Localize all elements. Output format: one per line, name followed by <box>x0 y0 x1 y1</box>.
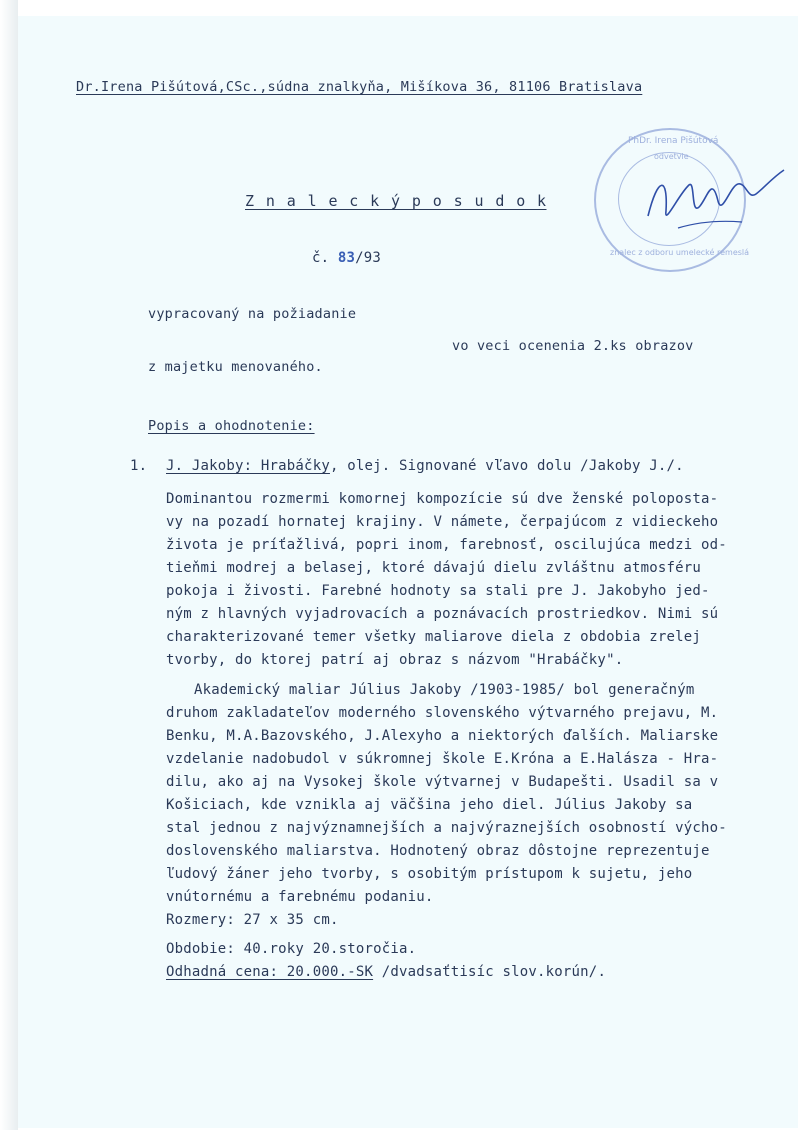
item-title-line <box>166 458 684 474</box>
document-number <box>312 250 381 266</box>
stamp-name: PhDr. Irena Pišútová <box>628 136 719 146</box>
letterhead: Dr.Irena Pišútová,CSc.,súdna znalkyňa, Mišíkova 36, 81106 Bratislava <box>76 79 643 95</box>
p1-line: Dominantou rozmermi komornej kompozície sú dve ženské poloposta- <box>166 491 719 507</box>
p2-line: vnútornému a farebnému podaniu. <box>166 889 434 905</box>
dimensions: Rozmery: 27 x 35 cm. <box>166 912 339 928</box>
p2-line: stal jednou z najvýznamnejších a najvýraznejších osobností výcho- <box>166 820 727 836</box>
section-heading: Popis a ohodnotenie: <box>148 418 315 434</box>
number-suffix: /93 <box>355 250 382 266</box>
number-prefix: č. <box>312 250 330 266</box>
p1-line: života je príťažlivá, popri inom, farebnosť, oscilujúca medzi od- <box>166 537 727 553</box>
p1-line: charakterizované temer všetky maliarove diela z obdobia zrelej <box>166 629 701 645</box>
p2-line: ľudový žáner jeho tvorby, s osobitým prístupom k sujetu, jeho <box>166 866 693 882</box>
subject-line: vo veci ocenenia 2.ks obrazov <box>452 338 694 354</box>
p2-line: dilu, ako aj na Vysokej škole výtvarnej v Budapešti. Usadil sa v <box>166 774 719 790</box>
period: Obdobie: 40.roky 20.storočia. <box>166 941 417 957</box>
prepared-line: vypracovaný na požiadanie <box>148 306 357 322</box>
p1-line: tieňmi modrej a belasej, ktoré dávajú dielu zvláštnu atmosféru <box>166 560 701 576</box>
price-words: /dvadsaťtisíc slov.korún/. <box>373 964 607 980</box>
p1-line: pokoja i živosti. Farebné hodnoty sa stali pre J. Jakobyho jed- <box>166 583 710 599</box>
p1-line: vy na pozadí hornatej krajiny. V námete, čerpajúcom z vidieckeho <box>166 514 719 530</box>
price-label: Odhadná cena: 20.000.-SK <box>166 964 374 980</box>
p2-first-line: Akademický maliar Július Jakoby /1903-1985/ bol generačným <box>194 682 695 698</box>
number-handwritten: 83 <box>337 250 356 266</box>
p2-line: Benku, M.A.Bazovského, J.Alexyho a niektorých ďalších. Maliarske <box>166 728 719 744</box>
p1-line: tvorby, do ktorej patrí aj obraz s názvom "Hrabáčky". <box>166 652 624 668</box>
stamp-field: znalec z odboru umelecké remeslá <box>610 248 750 257</box>
p2-line: druhom zakladateľov moderného slovenského výtvarného prejavu, M. <box>166 705 719 721</box>
price-line <box>166 964 606 980</box>
p2-line: doslovenského maliarstva. Hodnotený obraz dôstojne reprezentuje <box>166 843 710 859</box>
document-title: Z n a l e c k ý p o s u d o k <box>245 192 547 210</box>
p1-line: ným z hlavných vyjadrovacích a poznávacích prostriedkov. Nimi sú <box>166 606 719 622</box>
stamp-inner-text: odvetvie <box>654 152 689 161</box>
item-title-rest: , olej. Signované vľavo dolu /Jakoby J./. <box>329 458 684 474</box>
p2-line: Košiciach, kde vznikla aj väčšina jeho diel. Július Jakoby sa <box>166 797 693 813</box>
scan-edge <box>0 0 18 1130</box>
item-author-title: J. Jakoby: Hrabáčky <box>166 458 330 474</box>
property-line: z majetku menovaného. <box>148 359 323 375</box>
handwritten-signature <box>638 156 788 236</box>
p2-line: vzdelanie nadobudol v súkromnej škole E.Króna a E.Halásza - Hra- <box>166 751 719 767</box>
document-page <box>18 16 798 1128</box>
item-index: 1. <box>130 458 148 474</box>
